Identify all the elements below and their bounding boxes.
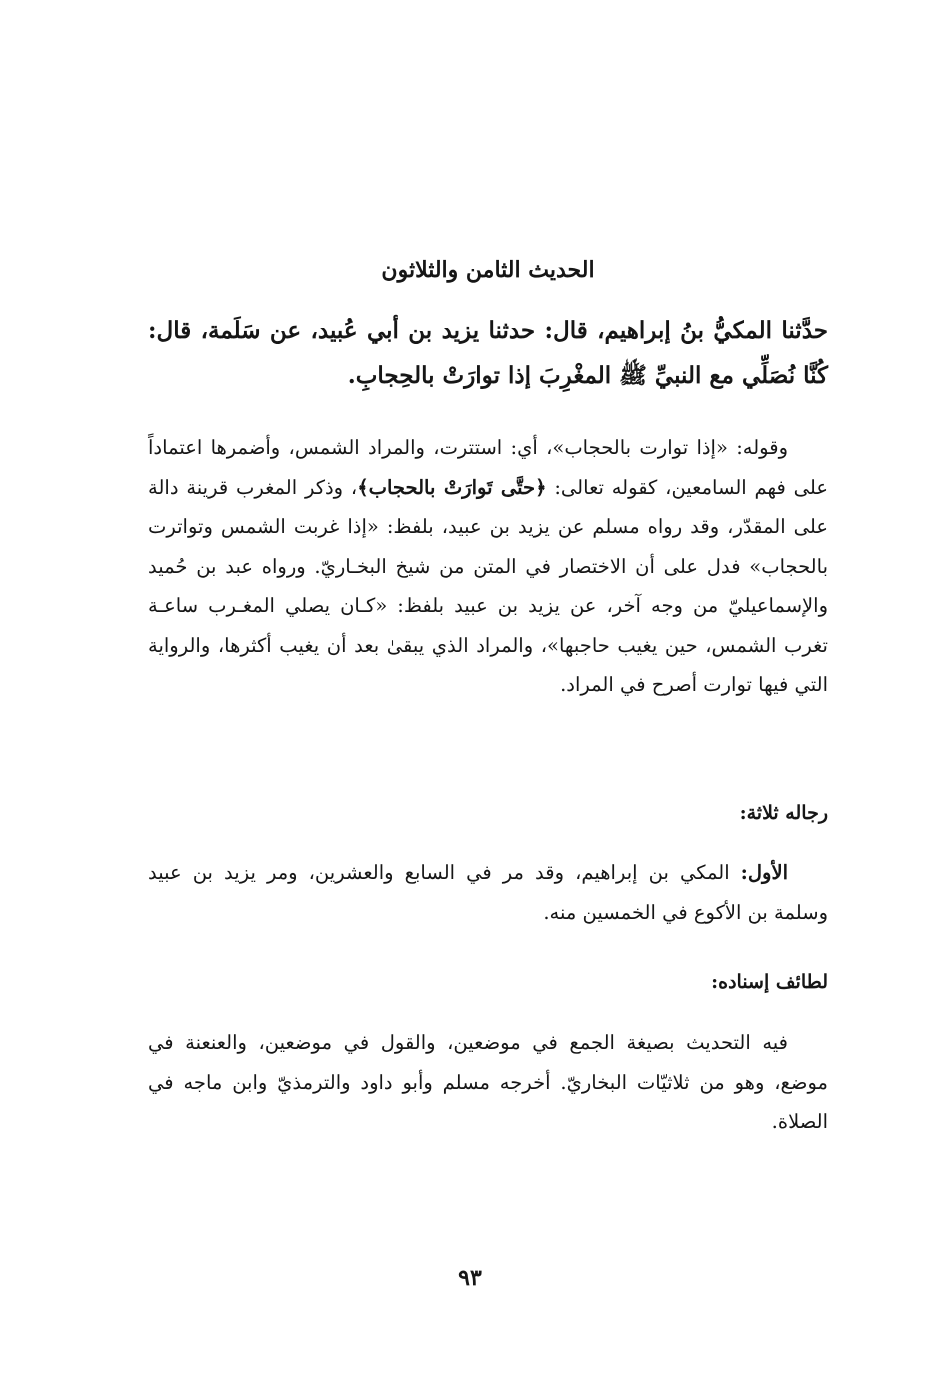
page-number: ٩٣ [458,1265,482,1291]
chain-subtleties-heading: لطائف إسناده: [711,971,828,993]
commentary-part-2: ، وذكر المغرب قرينة دالة على المقدّر، وقد رواه مسلم عن يزيد بن عبيد، بلفظ: «إذا غربت الشمس وتواترت بالحجاب» فدل على أن الاختصار في المتن من شيخ البخـاريّ. ورواه عبد بن حُميد والإسماعيليّ من وجه آخر، عن يزيد بن عبيد بلفظ: «كـان يصلي المغـرب ساعـة تغرب الشمس، حين يغيب حاجبها»، والمراد الذي يبقىٰ بعد أن يغيب أكثرها، والرواية التي فيها توارت أصرح في المراد. [148,475,828,696]
commentary-text [148,428,828,705]
chapter-title: الحديث الثامن والثلاثون [381,257,595,283]
narrators-text [148,853,828,932]
narrator-description: المكي بن إبراهيم، وقد مر في السابع والعشرين، ومر يزيد بن عبيد وسلمة بن الأكوع في الخمسين منه. [148,861,828,924]
quran-verse: ﴿حتَّى تَوارَتْ بالحجاب﴾ [357,475,547,499]
hadith-paragraph: حدَّثنا المكيُّ بنُ إبراهيم، قال: حدثنا يزيد بن أبي عُبيد، عن سَلَمة، قال: كُنَّا نُصَلِّي مع النبيِّ ﷺ المغْرِبَ إذا توارَتْ بالحِجابِ. [148,317,828,389]
narrators-paragraph [148,853,828,932]
chain-subtleties-paragraph [148,1023,828,1142]
chain-subtleties-text: فيه التحديث بصيغة الجمع في موضعين، والقول في موضعين، والعنعنة في موضع، وهو من ثلاثيّات البخاريّ. أخرجه مسلم وأبو داود والترمذيّ وابن ماجه في الصلاة. [148,1031,828,1133]
narrator-lead-label: الأول: [740,861,788,884]
commentary-part-1: وقوله: «إذا توارت بالحجاب»، أي: استترت، والمراد الشمس، وأضمرها اعتماداً على فهم السامعين، كقوله تعالى: [148,436,828,499]
hadith-text [148,308,828,398]
narrators-heading: رجاله ثلاثة: [739,802,828,824]
commentary-paragraph [148,428,828,705]
